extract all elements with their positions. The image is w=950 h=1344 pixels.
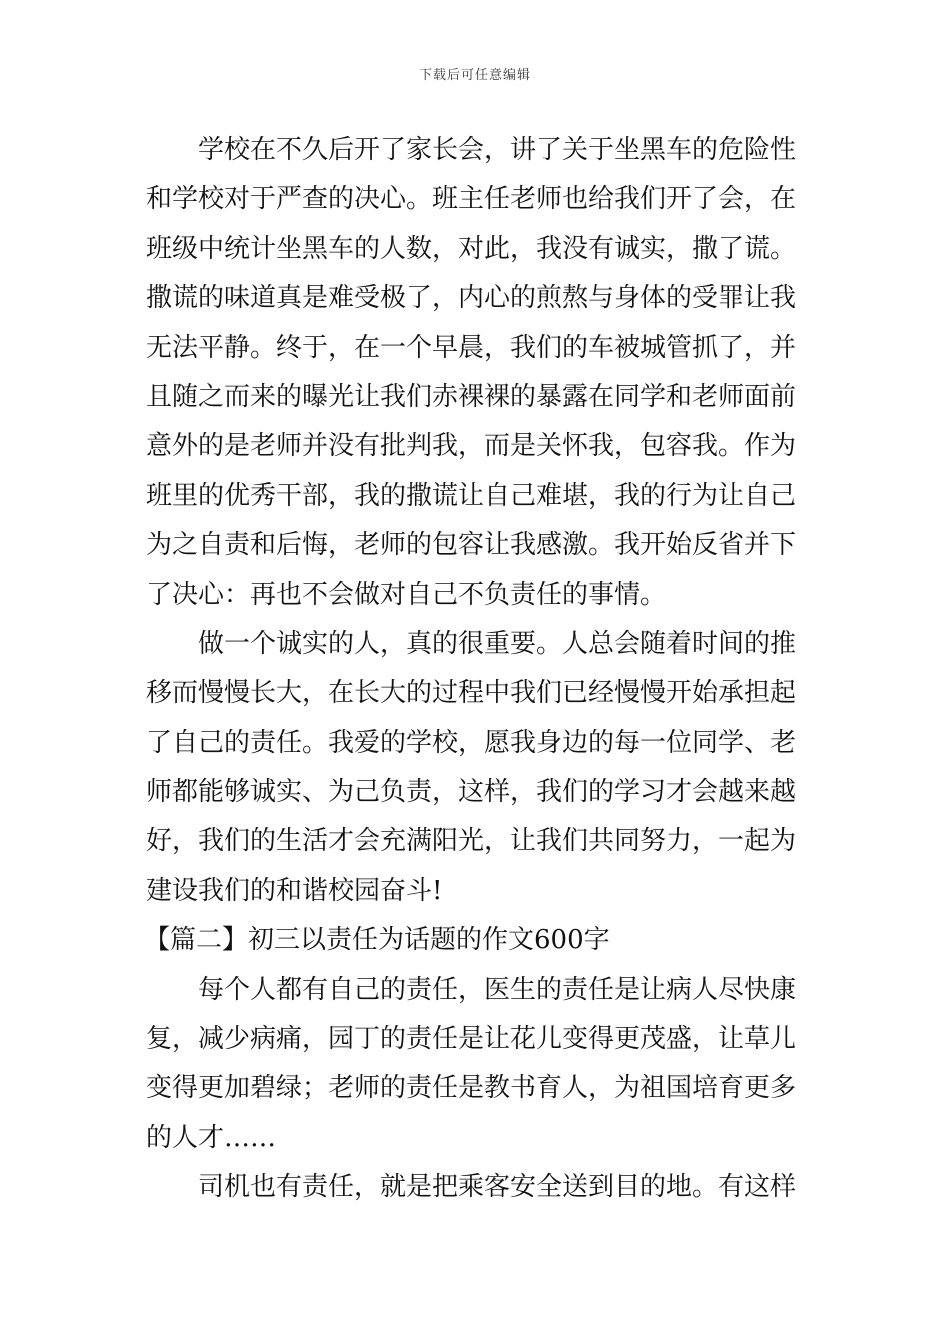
paragraph-line: 学校在不久后开了家长会，讲了关于坐黑车的危险性 — [198, 135, 797, 165]
paragraph-line: 师都能够诚实、为己负责，这样，我们的学习才会越来越 — [146, 777, 797, 808]
paragraph-line: 的人才…… — [146, 1122, 277, 1153]
paragraph-line: 移而慢慢长大，在长大的过程中我们已经慢慢开始承担起 — [146, 678, 797, 709]
paragraph-line: 撒谎的味道真是难受极了，内心的煎熬与身体的受罪让我 — [146, 283, 797, 314]
paragraph-line: 了自己的责任。我爱的学校，愿我身边的每一位同学、老 — [146, 727, 797, 758]
paragraph-line: 意外的是老师并没有批判我，而是关怀我，包容我。作为 — [146, 431, 797, 462]
paragraph-line: 司机也有责任，就是把乘客安全送到目的地。有这样 — [198, 1172, 797, 1203]
paragraph-line: 和学校对于严查的决心。班主任老师也给我们开了会，在 — [146, 184, 797, 215]
paragraph-line: 班里的优秀干部，我的撒谎让自己难堪，我的行为让自己 — [146, 480, 797, 511]
paragraph-line: 建设我们的和谐校园奋斗! — [146, 875, 443, 906]
page-header: 下载后可任意编辑 — [418, 68, 531, 83]
paragraph-line: 且随之而来的曝光让我们赤裸裸的暴露在同学和老师面前 — [146, 381, 797, 412]
paragraph-line: 班级中统计坐黑车的人数，对此，我没有诚实，撒了谎。 — [146, 233, 797, 264]
paragraph-line: 为之自责和后悔，老师的包容让我感激。我开始反省并下 — [146, 530, 797, 561]
paragraph-line: 了决心：再也不会做对自己不负责任的事情。 — [146, 579, 667, 610]
paragraph-line: 复，减少病痛，园丁的责任是让花儿变得更茂盛，让草儿 — [146, 1024, 797, 1055]
section-heading: 【篇二】初三以责任为话题的作文600字 — [144, 925, 610, 956]
paragraph-line: 好，我们的生活才会充满阳光，让我们共同努力，一起为 — [146, 826, 797, 857]
paragraph-line: 无法平静。终于，在一个早晨，我们的车被城管抓了，并 — [146, 332, 797, 363]
paragraph-line: 每个人都有自己的责任，医生的责任是让病人尽快康 — [198, 974, 797, 1005]
paragraph-line: 变得更加碧绿；老师的责任是教书育人，为祖国培育更多 — [146, 1073, 797, 1104]
document-body — [146, 126, 810, 1213]
paragraph-line: 做一个诚实的人，真的很重要。人总会随着时间的推 — [198, 628, 797, 659]
